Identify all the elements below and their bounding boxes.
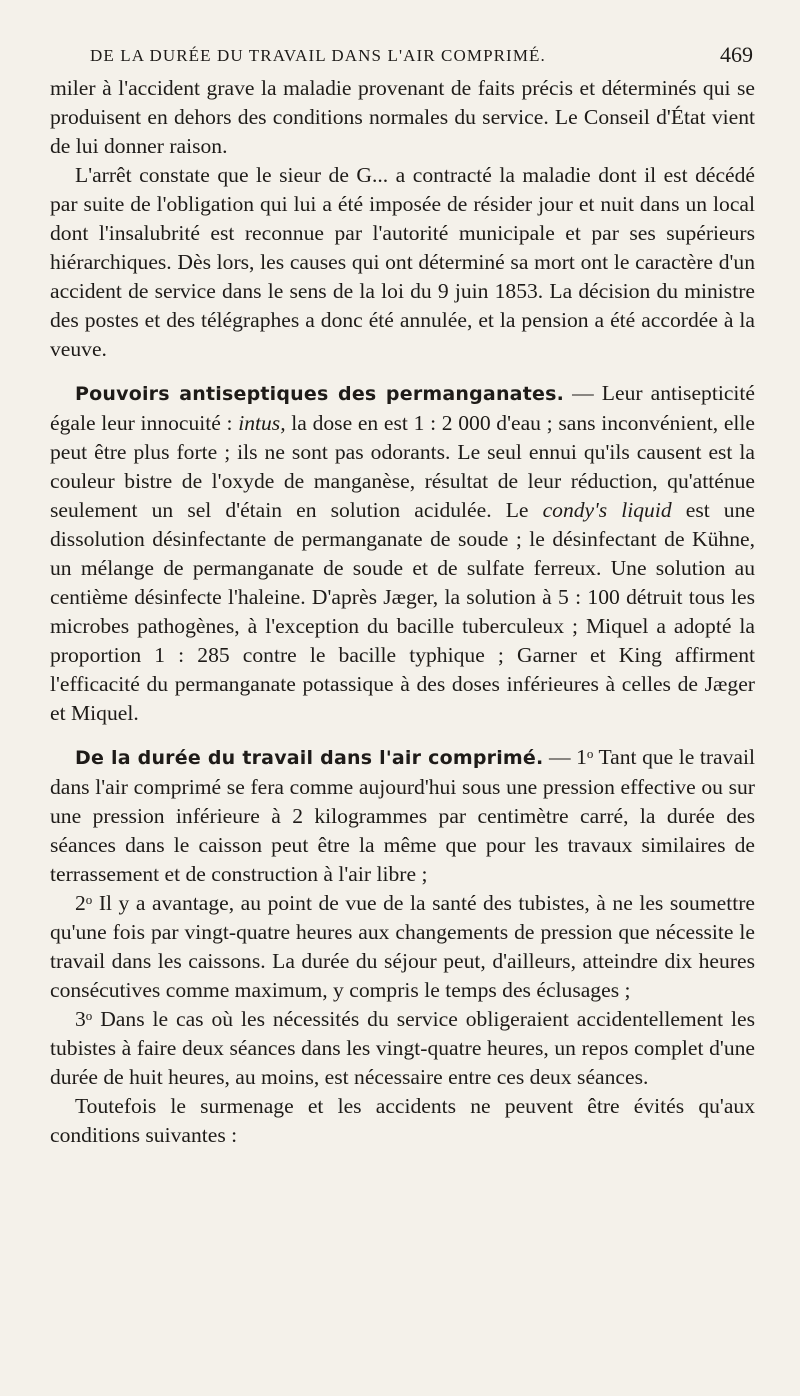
running-head-title: DE LA DURÉE DU TRAVAIL DANS L'AIR COMPRIMÉ. [90,46,546,65]
paragraph-arret: L'arrêt constate que le sieur de G... a contracté la maladie dont il est décédé par suite de l'obligation qui lui a été imposée de résider jour et nuit dans un local dont l'insalubrité est reconnue par l'autorité municipale et par ses supérieurs hiérarchiques. Dès lors, les causes qui ont déterminé sa mort ont le caractère d'un accident de service dans le sens de la loi du 9 juin 1853. La décision du ministre des postes et des télégraphes a donc été annulée, et la pension a été accordée à la veuve. [50,163,755,361]
paragraph-point-3: 3$^o$ Dans le cas où les nécessités du service obligeraient accidentellement les tubistes à faire deux séances dans les vingt-quatre heures, un repos complet d'une durée de huit heures, au moins, est nécessaire entre ces deux séances. [50,1007,755,1089]
body-text [50,74,755,1150]
running-head [50,38,755,74]
page-number: 469 [720,42,753,67]
section-heading-permanganates: Pouvoirs antiseptiques des permanganates. [75,383,565,405]
section-heading-air-comprime: De la durée du travail dans l'air comprimé. [75,747,544,769]
book-page [50,38,755,1150]
paragraph-continuation: miler à l'accident grave la maladie provenant de faits précis et déterminés qui se produisent en dehors des conditions normales du service. Le Conseil d'État vient de lui donner raison. [50,76,755,158]
paragraph-point-2: 2$^o$ Il y a avantage, au point de vue de la santé des tubistes, à ne les soumettre qu'une fois par vingt-quatre heures aux changements de pression que nécessite le travail dans les caissons. La durée du séjour peut, d'ailleurs, atteindre dix heures consécutives comme maximum, y compris le temps des éclusages ; [50,891,755,1002]
paragraph-air-comprime: De la durée du travail dans l'air comprimé. — 1$^o$ Tant que le travail dans l'air comprimé se fera comme aujourd'hui sous une pression effective ou sur une pression inférieure à 2 kilogrammes par centimètre carré, la durée des séances dans le caisson peut être la même que pour les travaux similaires de terrassement et de construction à l'air libre ; [50,745,756,886]
paragraph-toutefois: Toutefois le surmenage et les accidents ne peuvent être évités qu'aux conditions suivantes : [50,1094,755,1147]
paragraph-permanganates: Pouvoirs antiseptiques des permanganates. — Leur antisepticité égale leur innocuité : intus, la dose en est 1 : 2 000 d'eau ; sans inconvénient, elle peut être plus forte ; ils ne sont pas odorants. Le seul ennui qu'ils causent est la couleur bistre de l'oxyde de manganèse, résultat de leur réduction, qu'atténue seulement un sel d'étain en solution acidulée. Le condy's liquid est une dissolution désinfectante de permanganate de soude ; le désinfectant de Kühne, un mélange de permanganate de soude et de sulfate ferreux. Une solution au centième désinfecte l'haleine. D'après Jæger, la solution à 5 : 100 détruit tous les microbes pathogènes, à l'exception du bacille tuberculeux ; Miquel a adopté la proportion 1 : 285 contre le bacille typhique ; Garner et King affirment l'efficacité du permanganate potassique à des doses inférieures à celles de Jæger et Miquel. [50,381,755,725]
